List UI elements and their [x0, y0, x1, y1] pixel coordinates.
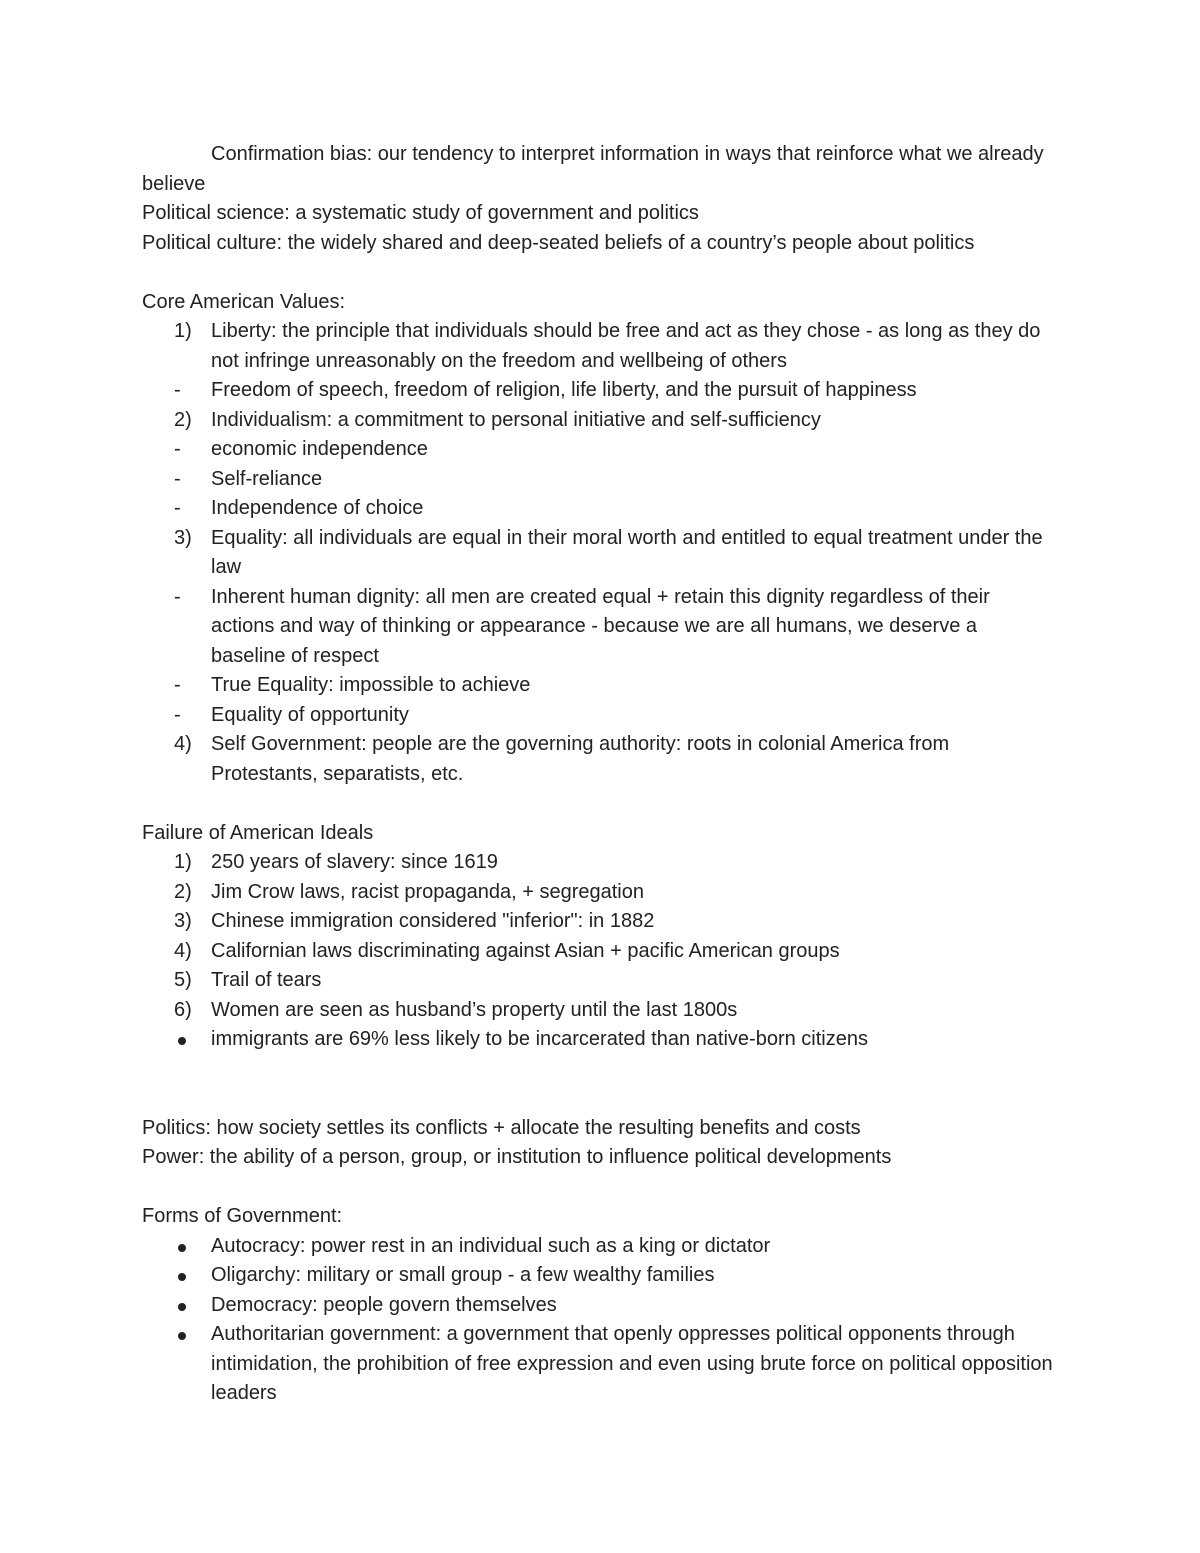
list-item-text: Equality of opportunity: [211, 703, 409, 726]
document-body: [142, 140, 1057, 1409]
list-marker: 5): [174, 969, 192, 991]
list-item-text: Liberty: the principle that individuals should be free and act as they chose - as long as they do not infringe unreasonably on the freedom and wellbeing of others: [211, 320, 1041, 372]
blank-line: [142, 258, 1057, 288]
list-item-text: Freedom of speech, freedom of religion, life liberty, and the pursuit of happiness: [211, 379, 917, 401]
list-marker: 1): [174, 851, 192, 873]
list-marker: 6): [174, 998, 192, 1021]
list-marker: -: [174, 703, 181, 726]
list-marker: 3): [174, 526, 192, 549]
list-item: [142, 1025, 1057, 1055]
list-marker: -: [174, 497, 181, 519]
list-item: [142, 1291, 1057, 1321]
blank-line: [142, 1173, 1057, 1203]
list-item-text: Self-reliance: [211, 467, 323, 490]
definition-political-culture: Political culture: the widely shared and deep-seated beliefs of a country’s people about politics: [142, 231, 975, 254]
list-item: [142, 937, 1057, 967]
list-marker: 2): [174, 880, 192, 903]
list-item: [142, 583, 1057, 672]
list-item-text: Equality: all individuals are equal in their moral worth and entitled to equal treatment under the law: [211, 526, 1043, 578]
list-item: [142, 494, 1057, 524]
list-item: [142, 465, 1057, 495]
list-item: [142, 730, 1057, 789]
list-marker: -: [174, 438, 181, 460]
list-item: [142, 1261, 1057, 1291]
definition-politics: Politics: how society settles its conflicts + allocate the resulting benefits and costs: [142, 1116, 861, 1139]
list-item-text: Oligarchy: military or small group - a few wealthy families: [211, 1264, 715, 1286]
list-item-text: True Equality: impossible to achieve: [211, 674, 531, 696]
section-heading-failures: Failure of American Ideals: [142, 821, 374, 844]
list-marker: 4): [174, 733, 192, 755]
list-item-text: Democracy: people govern themselves: [211, 1293, 557, 1316]
list-item: [142, 848, 1057, 878]
list-item-text: Autocracy: power rest in an individual such as a king or dictator: [211, 1234, 771, 1257]
blank-line: [142, 789, 1057, 819]
list-item: [142, 878, 1057, 908]
list-item: [142, 966, 1057, 996]
list-item: [142, 524, 1057, 583]
core-values-list: [142, 317, 1057, 789]
list-item: [142, 1232, 1057, 1262]
list-item: [142, 406, 1057, 436]
list-item-text: immigrants are 69% less likely to be incarcerated than native-born citizens: [211, 1028, 868, 1050]
list-marker: -: [174, 585, 181, 608]
list-item-text: Women are seen as husband’s property until the last 1800s: [211, 998, 738, 1021]
section-heading-core-values: Core American Values:: [142, 290, 346, 313]
list-item: [142, 376, 1057, 406]
list-item: [142, 701, 1057, 731]
list-marker: 3): [174, 910, 192, 932]
list-item: [142, 435, 1057, 465]
list-item-text: economic independence: [211, 438, 428, 460]
list-item: [142, 907, 1057, 937]
list-item-text: Self Government: people are the governing authority: roots in colonial America from Protestants, separatists, etc.: [211, 733, 950, 785]
list-marker: 4): [174, 939, 192, 962]
list-item-text: Jim Crow laws, racist propaganda, + segregation: [211, 880, 644, 903]
definition-confirmation-bias: Confirmation bias: our tendency to interpret information in ways that reinforce what we already believe: [142, 143, 1044, 195]
list-marker: -: [174, 379, 181, 401]
forms-list: [142, 1232, 1057, 1409]
list-item: [142, 996, 1057, 1026]
definition-power: Power: the ability of a person, group, or institution to influence political developments: [142, 1146, 892, 1168]
list-item-text: Independence of choice: [211, 497, 424, 519]
blank-lines: [142, 1055, 1057, 1114]
list-item-text: 250 years of slavery: since 1619: [211, 851, 498, 873]
failures-list: [142, 848, 1057, 1055]
section-heading-forms: Forms of Government:: [142, 1205, 343, 1227]
list-item: [142, 317, 1057, 376]
list-item-text: Trail of tears: [211, 969, 322, 991]
list-item-text: Inherent human dignity: all men are created equal + retain this dignity regardless of their actions and way of thinking or appearance - because we are all humans, we deserve a baseline of respect: [211, 585, 990, 667]
list-item-text: Californian laws discriminating against Asian + pacific American groups: [211, 939, 840, 962]
list-item-text: Authoritarian government: a government that openly oppresses political opponents through intimidation, the prohibition of free expression and even using brute force on political opposition leaders: [211, 1323, 1053, 1404]
list-item: [142, 671, 1057, 701]
list-item-text: Chinese immigration considered "inferior": in 1882: [211, 910, 655, 932]
list-item: [142, 1320, 1057, 1409]
list-marker: 2): [174, 408, 192, 431]
definition-political-science: Political science: a systematic study of government and politics: [142, 202, 699, 224]
list-marker: -: [174, 467, 181, 490]
list-item-text: Individualism: a commitment to personal initiative and self-sufficiency: [211, 408, 821, 431]
list-marker: -: [174, 674, 181, 696]
list-marker: 1): [174, 320, 192, 342]
